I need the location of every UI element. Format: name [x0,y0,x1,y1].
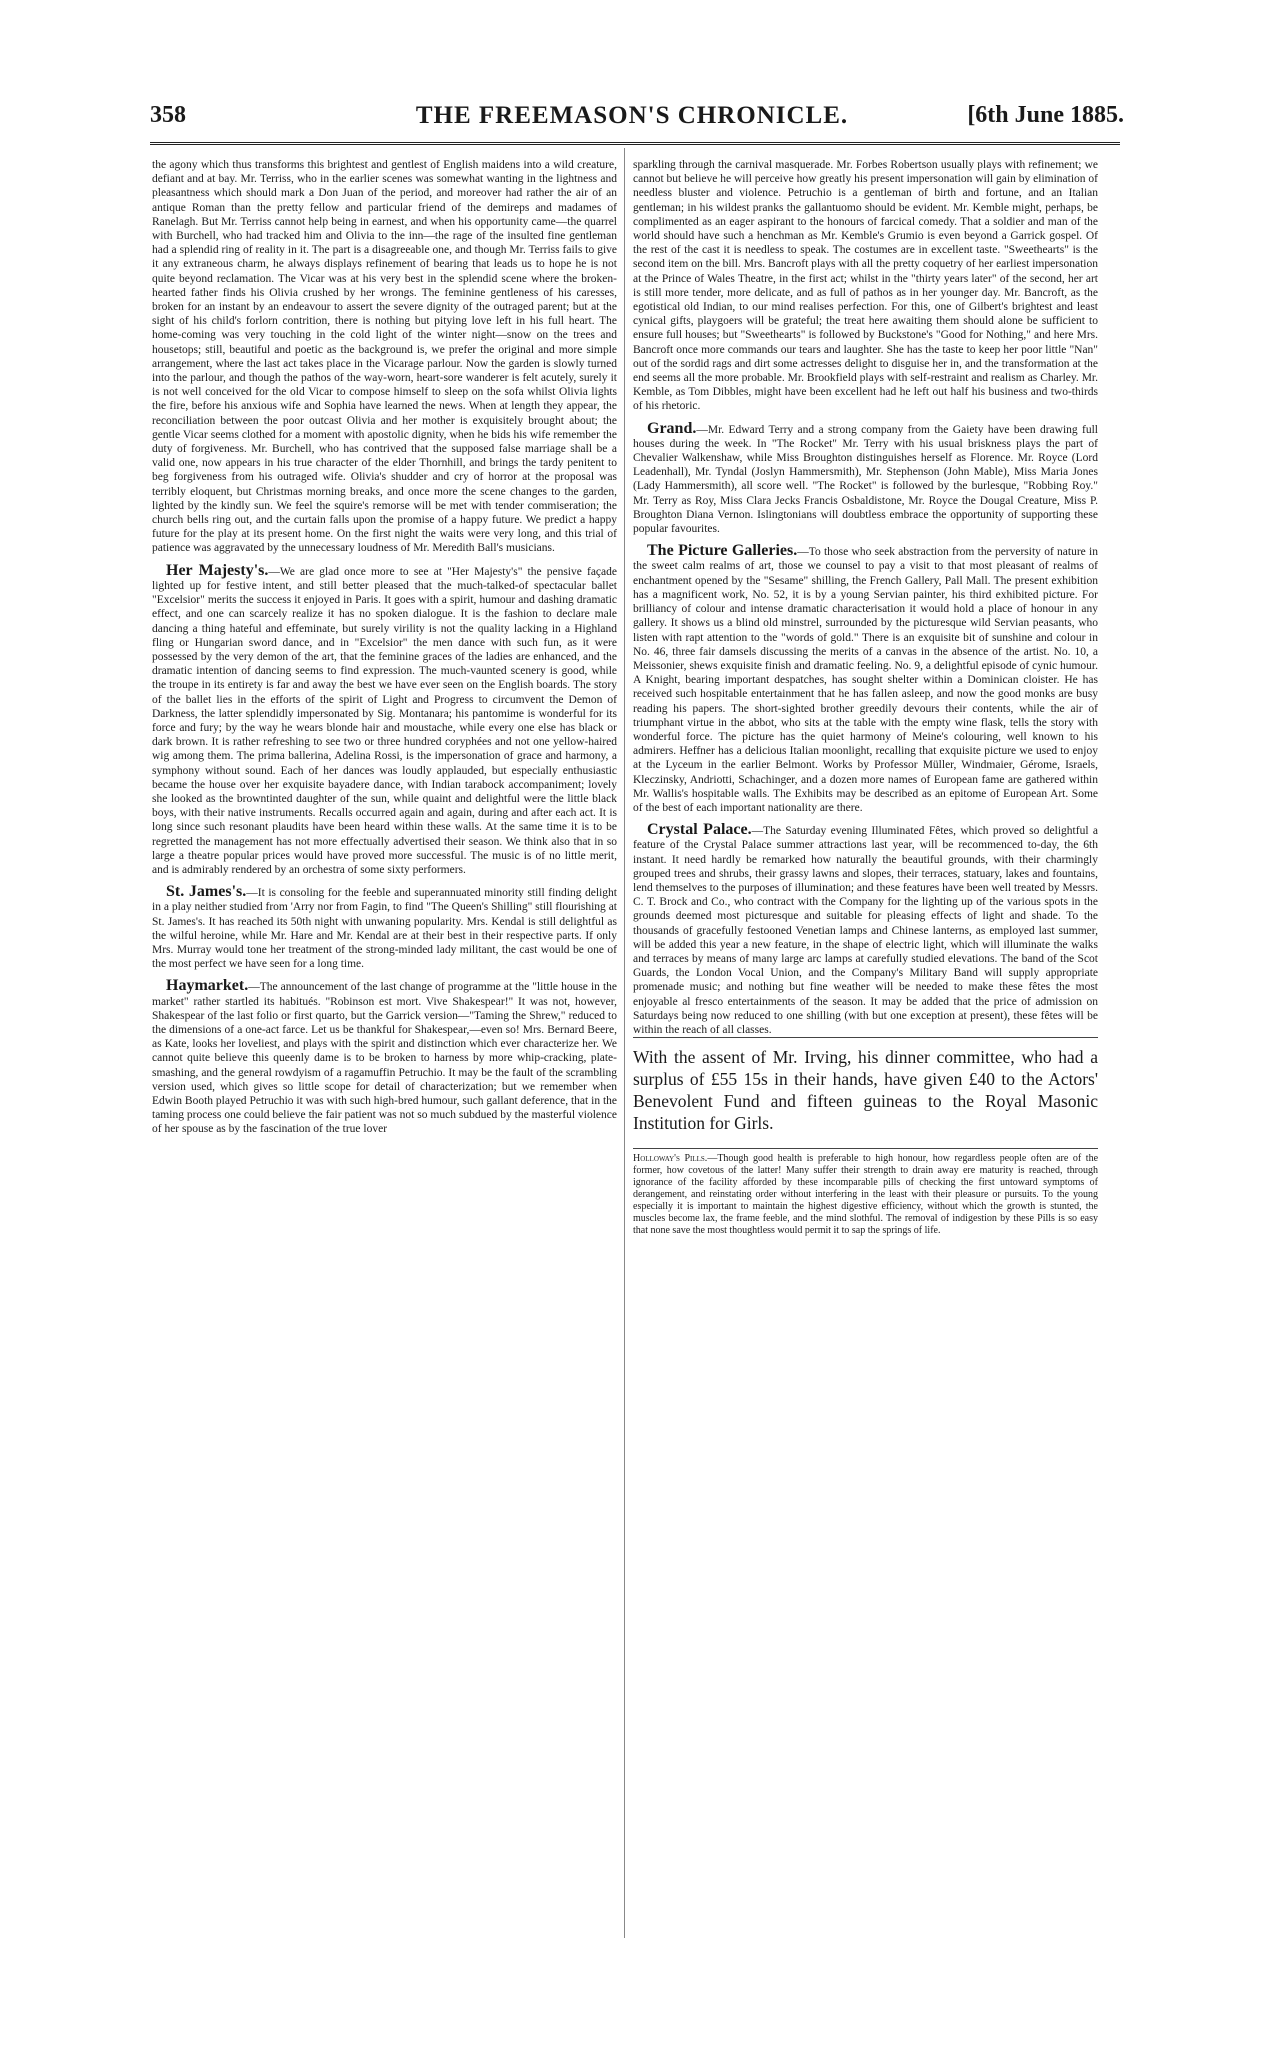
section-st-james [152,885,617,971]
section-body-haymarket: —The announcement of the last change of programme at the "little house in the market" rather startled its habitués. "Robinson est mort. Vive Shakespear!" It was not, however, Shakespear of the last folio or first quarto, but the Garrick version—"Taming the Shrew," reduced to the dimensions of a one-act farce. Let us be thankful for Shakespear,—even so! Mrs. Bernard Beere, as Kate, looks her loveliest, and plays with the spirit and distinction which ever characterize her. We cannot quite believe this queenly dame is to be broken to harness by more whip-cracking, plate-smashing, and the general rowdyism of a ragamuffin Petruchio. It may be the fault of the scrambling version used, which gives so little scope for detail of characterization; but we remember when Edwin Booth played Petruchio it was with such high-bred humour, such gallant deference, that in the taming process one could believe the fair patient was not so much subdued by the masterful violence of her spouse as by the fascination of the true lover [152,981,617,1136]
section-title-st-james: St. James's. [166,883,247,901]
section-grand [633,419,1098,537]
section-title-her-majestys: Her Majesty's. [166,561,269,579]
header-rule [150,142,1120,145]
section-body-grand: —Mr. Edward Terry and a strong company from the Gaiety have been drawing full houses during the week. In "The Rocket" Mr. Terry with his usual briskness plays the part of Chevalier Walkenshaw, while Miss Broughton distinguishes herself as Florence. Mr. Royce (Lord Leadenhall), Mr. Tyndal (Joslyn Hammersmith), Mr. Stephenson (John Mable), Miss Maria Jones (Lady Hammersmith), all score well. "The Rocket" is followed by the burlesque, "Robbing Roy." Mr. Terry as Roy, Miss Clara Jecks Francis Osbaldistone, Mr. Royce the Dougal Creature, Miss P. Broughton Diana Vernon. Islingtonians will doubtless embrace the opportunity of supporting these popular favourites. [633,423,1098,536]
issue-date: [6th June 1885. [967,102,1124,128]
section-title-picture-galleries: The Picture Galleries. [647,542,798,560]
section-title-haymarket: Haymarket. [166,977,249,995]
vicar-review-continued: the agony which thus transforms this brightest and gentlest of English maidens into a wild creature, defiant and at bay. Mr. Terriss, who in the earlier scenes was somewhat wanting in the lightness and pleasantness which should mark a Don Juan of the period, and moreover had rather the air of an antique Roman than the pretty fellow and particular friend of the demireps and madames of Ranelagh. But Mr. Terriss cannot help being in earnest, and when his opportunity came—the quarrel with Burchell, who had tracked him and Olivia to the inn—the rage of the insulted fine gentleman had a splendid ring of reality in it. The part is a disagreeable one, and though Mr. Terriss fails to give it any extraneous charm, he always displays refinement of bearing that leads us to hope he is not quite beyond reclamation. The Vicar was at his very best in the splendid scene where the broken-hearted father finds his Olivia crushed by her wrongs. The feminine gentleness of his caresses, broken for an instant by an endeavour to assert the severe dignity of the outraged parent; but at the sight of his child's forlorn contrition, there is nothing but pitying love left in his full heart. The home-coming was very touching in the cold light of the winter night—snow on the trees and housetops; still, beautiful and poetic as the background is, we prefer the original and more simple arrangement, where the last act takes place in the Vicarage parlour. Now the garden is slowly turned into the parlour, and though the pathos of the way-worn, heart-sore wanderer is felt acutely, surely it is not well conceived for the old Vicar to compose himself to sleep on the sofa whilst Olivia lights the fire, before his anxious wife and Sophia have learned the news. When at length they appear, the reconciliation between the poor outcast Olivia and her mother is exquisitely brought about; the gentle Vicar seems clothed for a moment with apostolic dignity, when he bids his wife remember the duty of forgiveness. Mr. Burchell, who has contrived that the supposed false marriage shall be a valid one, now appears in his true character of the elder Thornhill, and brings the tardy penitent to beg forgiveness from his outraged wife. Olivia's shudder and cry of horror at the proposal was terribly eloquent, but Christmas morning breaks, and once more the scene changes to the garden, lighted by the kindly sun. We feel the squire's remorse will be met with tender commiseration; the church bells ring out, and the curtain falls upon the promise of a happy future. We predict a happy future for the play at its present home. On the first night the waits were very long, and this trial of patience was aggravated by the unnecessary loudness of Mr. Meredith Ball's musicians. [152,159,617,555]
section-her-majestys [152,561,617,877]
page-header [0,102,1264,142]
column-separator [624,148,625,1938]
section-body-crystal-palace: —The Saturday evening Illuminated Fêtes, which proved so delightful a feature of the Crystal Palace summer attractions last year, will be recommenced to-day, the 6th instant. It need hardly be remarked how naturally the beautiful grounds, with their charmingly grouped trees and shrubs, their grassy lawns and slopes, their terraces, statuary, lakes and fountains, lend themselves to the purposes of illumination; and these features have been well treated by Messrs. C. T. Brock and Co., who contract with the Company for the lighting up of the various spots in the grounds deemed most picturesque and suitable for pleasing effects of light and shade. To the thousands of gracefully festooned Venetian lamps and Chinese lanterns, as employed last summer, will be added this year a new feature, in the shape of electric light, which will illuminate the walks and terraces by means of many large arc lamps at carefully studied elevations. The band of the Scot Guards, the London Vocal Union, and the Company's Military Band will supply appropriate promenade music; and nothing but fine weather will be needed to make these fêtes the most enjoyable al fresco entertainments of the season. It may be added that the price of admission on Saturdays being now reduced to one shilling (with but one exception at present), these fêtes will be within the reach of all classes. [633,825,1099,1036]
section-haymarket [152,979,617,1136]
section-body-picture-galleries: —To those who seek abstraction from the perversity of nature in the sweet calm realms of art, those we counsel to pay a visit to that most pleasant of realms of enchantment opened by the "Sesame" shilling, the French Gallery, Pall Mall. The present exhibition has a magnificent work, No. 52, it is by a young Servian painter, his third exhibited picture. For brilliancy of colour and intense dramatic characterisation it would hold a place of honour in any gallery. It shows us a blind old minstrel, surrounded by the picturesque wild Servian peasants, who listen with rapt attention to the "words of gold." There is an exquisite bit of sunshine and colour in No. 46, three fair damsels discussing the merits of a canvas in the absence of the artist. No. 10, a Meissonier, shews exquisite finish and dramatic feeling. No. 9, a delightful episode of cynic humour. A Knight, bearing important despatches, has sought shelter within a Dominican cloister. He has received such hospitable entertainment that he has fallen asleep, and now the good monks are busy reading his papers. The short-sighted brother greedily devours their contents, while the air of triumphant virtue in the abbot, who sits at the table with the empty wine flask, tells the story with wonderful force. The picture has the quiet harmony of Meine's colouring, well known to his admirers. Heffner has a delicious Italian moonlight, recalling that exquisite picture we used to enjoy at the Lyceum in the earlier Belmont. Works by Professor Müller, Windmaier, Gérome, Israels, Kleczinsky, Andriotti, Schachinger, and a dozen more names of European fame are gathered within Mr. Wallis's hospitable walls. The Exhibits may be described as an epitome of European Art. Some of the best of each important nationality are there. [633,546,1098,814]
haymarket-review-continued: sparkling through the carnival masquerade. Mr. Forbes Robertson usually plays with refinement; we cannot but believe he will perceive how greatly his present impersonation will gain by elimination of needless bluster and violence. Petruchio is a gentleman of birth and fortune, and an Italian gentleman; in his wildest pranks the gallantuomo should be evident. Mr. Kemble might, perhaps, be complimented as an eager aspirant to the honours of farcical comedy. That a soldier and man of the world should have such a henchman as Mr. Kemble's Grumio is even beyond a Garrick gospel. Of the rest of the cast it is needless to speak. The costumes are in excellent taste. "Sweethearts" is the second item on the bill. Mrs. Bancroft plays with all the pretty coquetry of her earliest impersonation at the Prince of Wales Theatre, in the first act; whilst in the "thirty years later" of the second, her art is still more tender, more delicate, and as full of pathos as in her younger day. Mr. Bancroft, as the egotistical old Indian, to our mind realises perfection. For this, one of Gilbert's brightest and least cynical gifts, playgoers will be grateful; the treat here awaiting them should alone be sufficient to ensure full houses; but "Sweethearts" is followed by Buckstone's "Good for Nothing," and here Mrs. Bancroft once more commands our tears and laughter. She has the taste to keep her poor little "Nan" out of the sordid rags and dirt some actresses delight to disguise her in, and the transformation at the end seems all the more probable. Mr. Brookfield plays with self-restraint and realism as Charley. Mr. Kemble, as Tom Dibbles, might have been excellent had he left out half his business and two-thirds of his rhetoric. [633,159,1098,413]
section-title-grand: Grand. [647,419,697,437]
left-column [152,158,617,1137]
section-body-her-majestys: —We are glad once more to see at "Her Majesty's" the pensive façade lighted up for festive intent, and still better pleased that the much-talked-of spectacular ballet "Excelsior" merits the success it enjoyed in Paris. It goes with a spirit, humour and dashing dramatic effect, and one can scarcely realize it has no spoken dialogue. It is the fashion to declare male dancing a thing hateful and effeminate, but surely virility is not the quality lacking in a Highland fling or Hungarian sword dance, and in "Excelsior" the men dance with such fun, as it were possessed by the very demon of the art, that the feminine graces of the ladies are enhanced, and the dramatic intention of dancing seems to find expression. The much-vaunted scenery is good, while the troupe in its entirety is far and away the best we have ever seen on the English boards. The story of the ballet lies in the efforts of the spirit of Light and Progress to circumvent the Demon of Darkness, the latter splendidly impersonated by Sig. Montanara; his pantomime is wonderful for its force and fury; by the way he wears blonde hair and moustache, while every one else has black or dark brown. It is rather refreshing to see two or three hundred coryphées and not one yellow-haired wig among them. The prima ballerina, Adelina Rossi, is the impersonation of grace and harmony, a symphony without sound. Each of her dances was loudly applauded, but especially enthusiastic became the house over her exquisite bayadere dance, with Indian tarabock accompaniment; lovely she looked as the browntinted daughter of the sun, while quaint and delightful were the little black boys, with their native instruments. Recalls occurred again and again, during and after each act. It is long since such resonant plaudits have been heard within these walls. At the same time it is to be regretted the management has not more effectually advertised their season. We think also that in so large a theatre popular prices would have proved more successful. The music is of no little merit, and is admirably rendered by an orchestra of some sixty performers. [152,565,617,876]
advert-title: Holloway's Pills. [633,1153,708,1165]
section-body-st-james: —It is consoling for the feeble and superannuated minority still finding delight in a play neither studied from 'Arry nor from Fagin, to find "The Queen's Shilling" still flourishing at St. James's. It has reached its 50th night with unwaning popularity. Mrs. Kendal is still delightful as the wilful heroine, while Mr. Hare and Mr. Kendal are at their best in their respective parts. If only Mrs. Murray would tone her treatment of the strong-minded lady militant, the cast would be one of the most perfect we have seen for a long time. [152,887,617,971]
section-picture-galleries [633,544,1098,815]
section-crystal-palace [633,823,1098,1037]
holloway-pills-advert [633,1148,1098,1237]
irving-notice: With the assent of Mr. Irving, his dinner committee, who had a surplus of £55 15s in their hands, have given £40 to the Actors' Benevolent Fund and fifteen guineas to the Royal Masonic Institution for Girls. [633,1037,1098,1142]
section-title-crystal-palace: Crystal Palace. [647,821,752,839]
advert-body: —Though good health is preferable to high honour, how regardless people often are of the former, how covetous of the latter! Many suffer their strength to drain away ere maturity is reached, through ignorance of the facility afforded by these incomparable pills of checking the first untoward symptoms of derangement, and reinstating order without interfering in the least with their pleasure or pursuits. To the young especially it is important to maintain the highest digestive efficiency, without which the growth is stunted, the muscles become lax, the frame feeble, and the mind slothful. The removal of indigestion by these Pills is so easy that none save the most thoughtless would permit it to sap the springs of life. [633,1153,1099,1237]
page-number: 358 [150,102,186,128]
right-column [633,158,1098,1237]
newspaper-title: THE FREEMASON'S CHRONICLE. [415,102,849,129]
